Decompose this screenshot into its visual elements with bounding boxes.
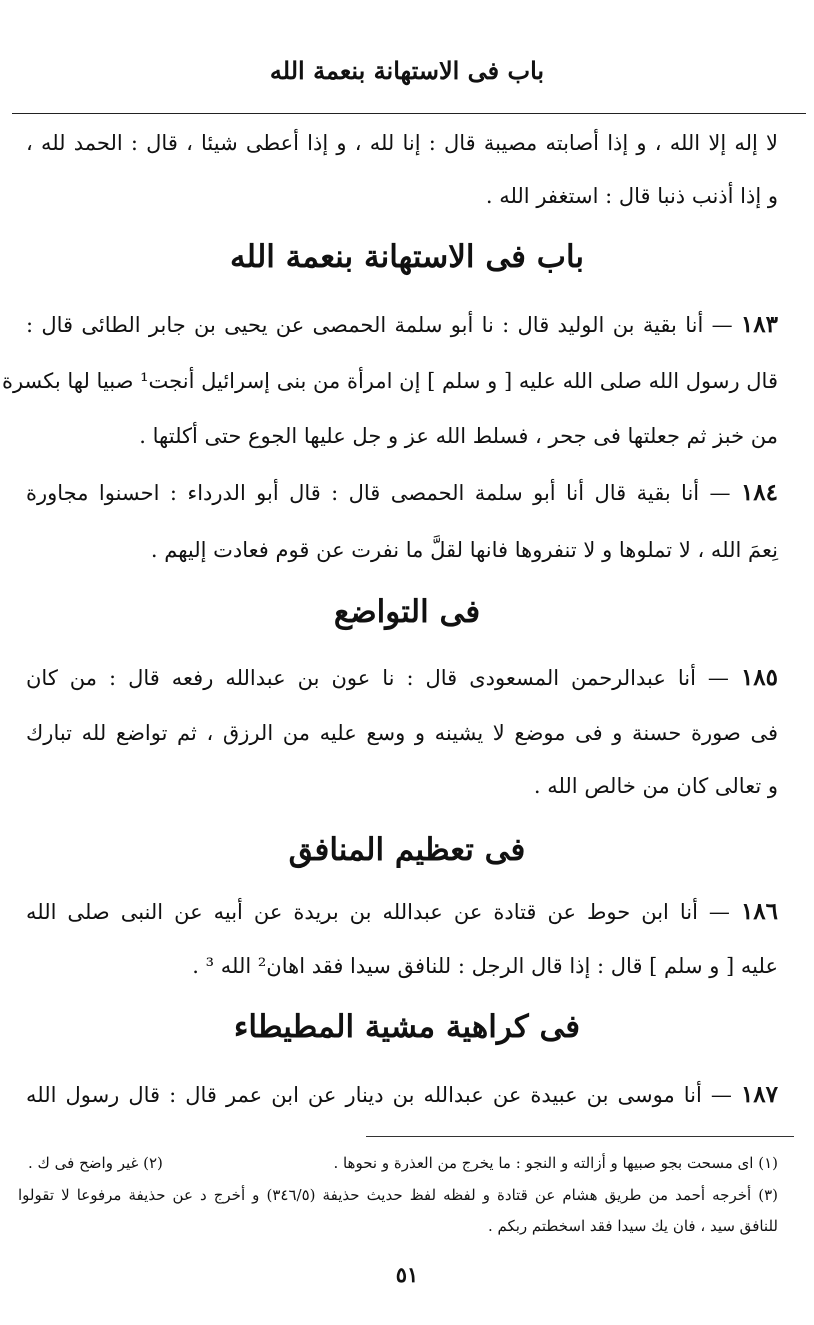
section-heading: فى التواضع [333, 594, 481, 630]
hadith-text: — أنا موسى بن عبيدة عن عبدالله بن دينار عن ابن عمر قال : قال رسول الله [26, 1083, 732, 1107]
hadith-text: — أنا عبدالرحمن المسعودى قال : نا عون بن عبدالله رفعه قال : من كان [26, 666, 729, 690]
hadith-184-line: نِعمَ الله ، لا تملوها و لا تنفروها فانها لقلَّ ما نفرت عن قوم فعادت إليهم . [150, 538, 778, 562]
hadith-186-line: عليه [ و سلم ] قال : إذا قال الرجل : للنافق سيدا فقد اهان² الله ³ . [192, 954, 778, 978]
text-line: لا إله إلا الله ، و إذا أصابته مصيبة قال : إنا لله ، و إذا أعطى شيئا ، قال : الحمد لله ، [26, 131, 778, 155]
hadith-number: ١٨٤ [740, 479, 778, 506]
hadith-number: ١٨٣ [740, 311, 778, 338]
section-heading: باب فى الاستهانة بنعمة الله [229, 239, 585, 275]
hadith-184-line [26, 478, 778, 510]
text-line: و إذا أذنب ذنبا قال : استغفر الله . [485, 184, 778, 208]
hadith-187-line [26, 1080, 778, 1112]
footnote-1: (١) اى مسحت بجو صبيها و أزالته و النجو : ما يخرج من العذرة و نحوها . [333, 1154, 778, 1172]
hadith-183-line [26, 310, 778, 342]
footnote-2: (٢) غير واضح فى ك . [28, 1154, 163, 1172]
footnote-rule [366, 1136, 794, 1137]
section-heading: فى تعظيم المنافق [288, 832, 526, 868]
footnote-3: (٣) أخرجه أحمد من طريق هشام عن قتادة و لفظه لفظ حديث حذيفة (٣٤٦/٥) و أخرج د عن حذيفة مرفوعا لا تقولوا [18, 1186, 778, 1204]
hadith-text: — أنا بقية قال أنا أبو سلمة الحمصى قال : قال أبو الدرداء : احسنوا مجاورة [26, 481, 731, 505]
running-head: باب فى الاستهانة بنعمة الله [269, 56, 545, 85]
hadith-text: — أنا ابن حوط عن قتادة عن عبدالله بن بريدة عن أبيه عن النبى صلى الله [26, 900, 730, 924]
hadith-183-line: قال رسول الله صلى الله عليه [ و سلم ] إن امرأة من بنى إسرائيل أنجت¹ صبيا لها بكسرة [1, 369, 778, 393]
page-number: ٥١ [395, 1262, 419, 1287]
hadith-185-line: فى صورة حسنة و فى موضع لا يشينه و وسع عليه من الرزق ، ثم تواضع لله تبارك [26, 721, 778, 745]
footnote-3-continued: للنافق سيد ، فان يك سيدا فقد اسخطتم ربكم . [487, 1217, 778, 1235]
hadith-number: ١٨٥ [740, 664, 778, 691]
section-heading: فى كراهية مشية المطيطاء [233, 1009, 581, 1045]
hadith-185-line [26, 663, 778, 695]
hadith-185-line: و تعالى كان من خالص الله . [533, 774, 778, 798]
hadith-number: ١٨٦ [740, 898, 778, 925]
header-rule [12, 113, 806, 114]
hadith-183-line: من خبز ثم جعلتها فى جحر ، فسلط الله عز و جل عليها الجوع حتى أكلتها . [139, 424, 778, 448]
hadith-186-line [26, 897, 778, 929]
hadith-number: ١٨٧ [740, 1081, 778, 1108]
hadith-text: — أنا بقية بن الوليد قال : نا أبو سلمة الحمصى عن يحيى بن جابر الطائى قال : [26, 313, 733, 337]
